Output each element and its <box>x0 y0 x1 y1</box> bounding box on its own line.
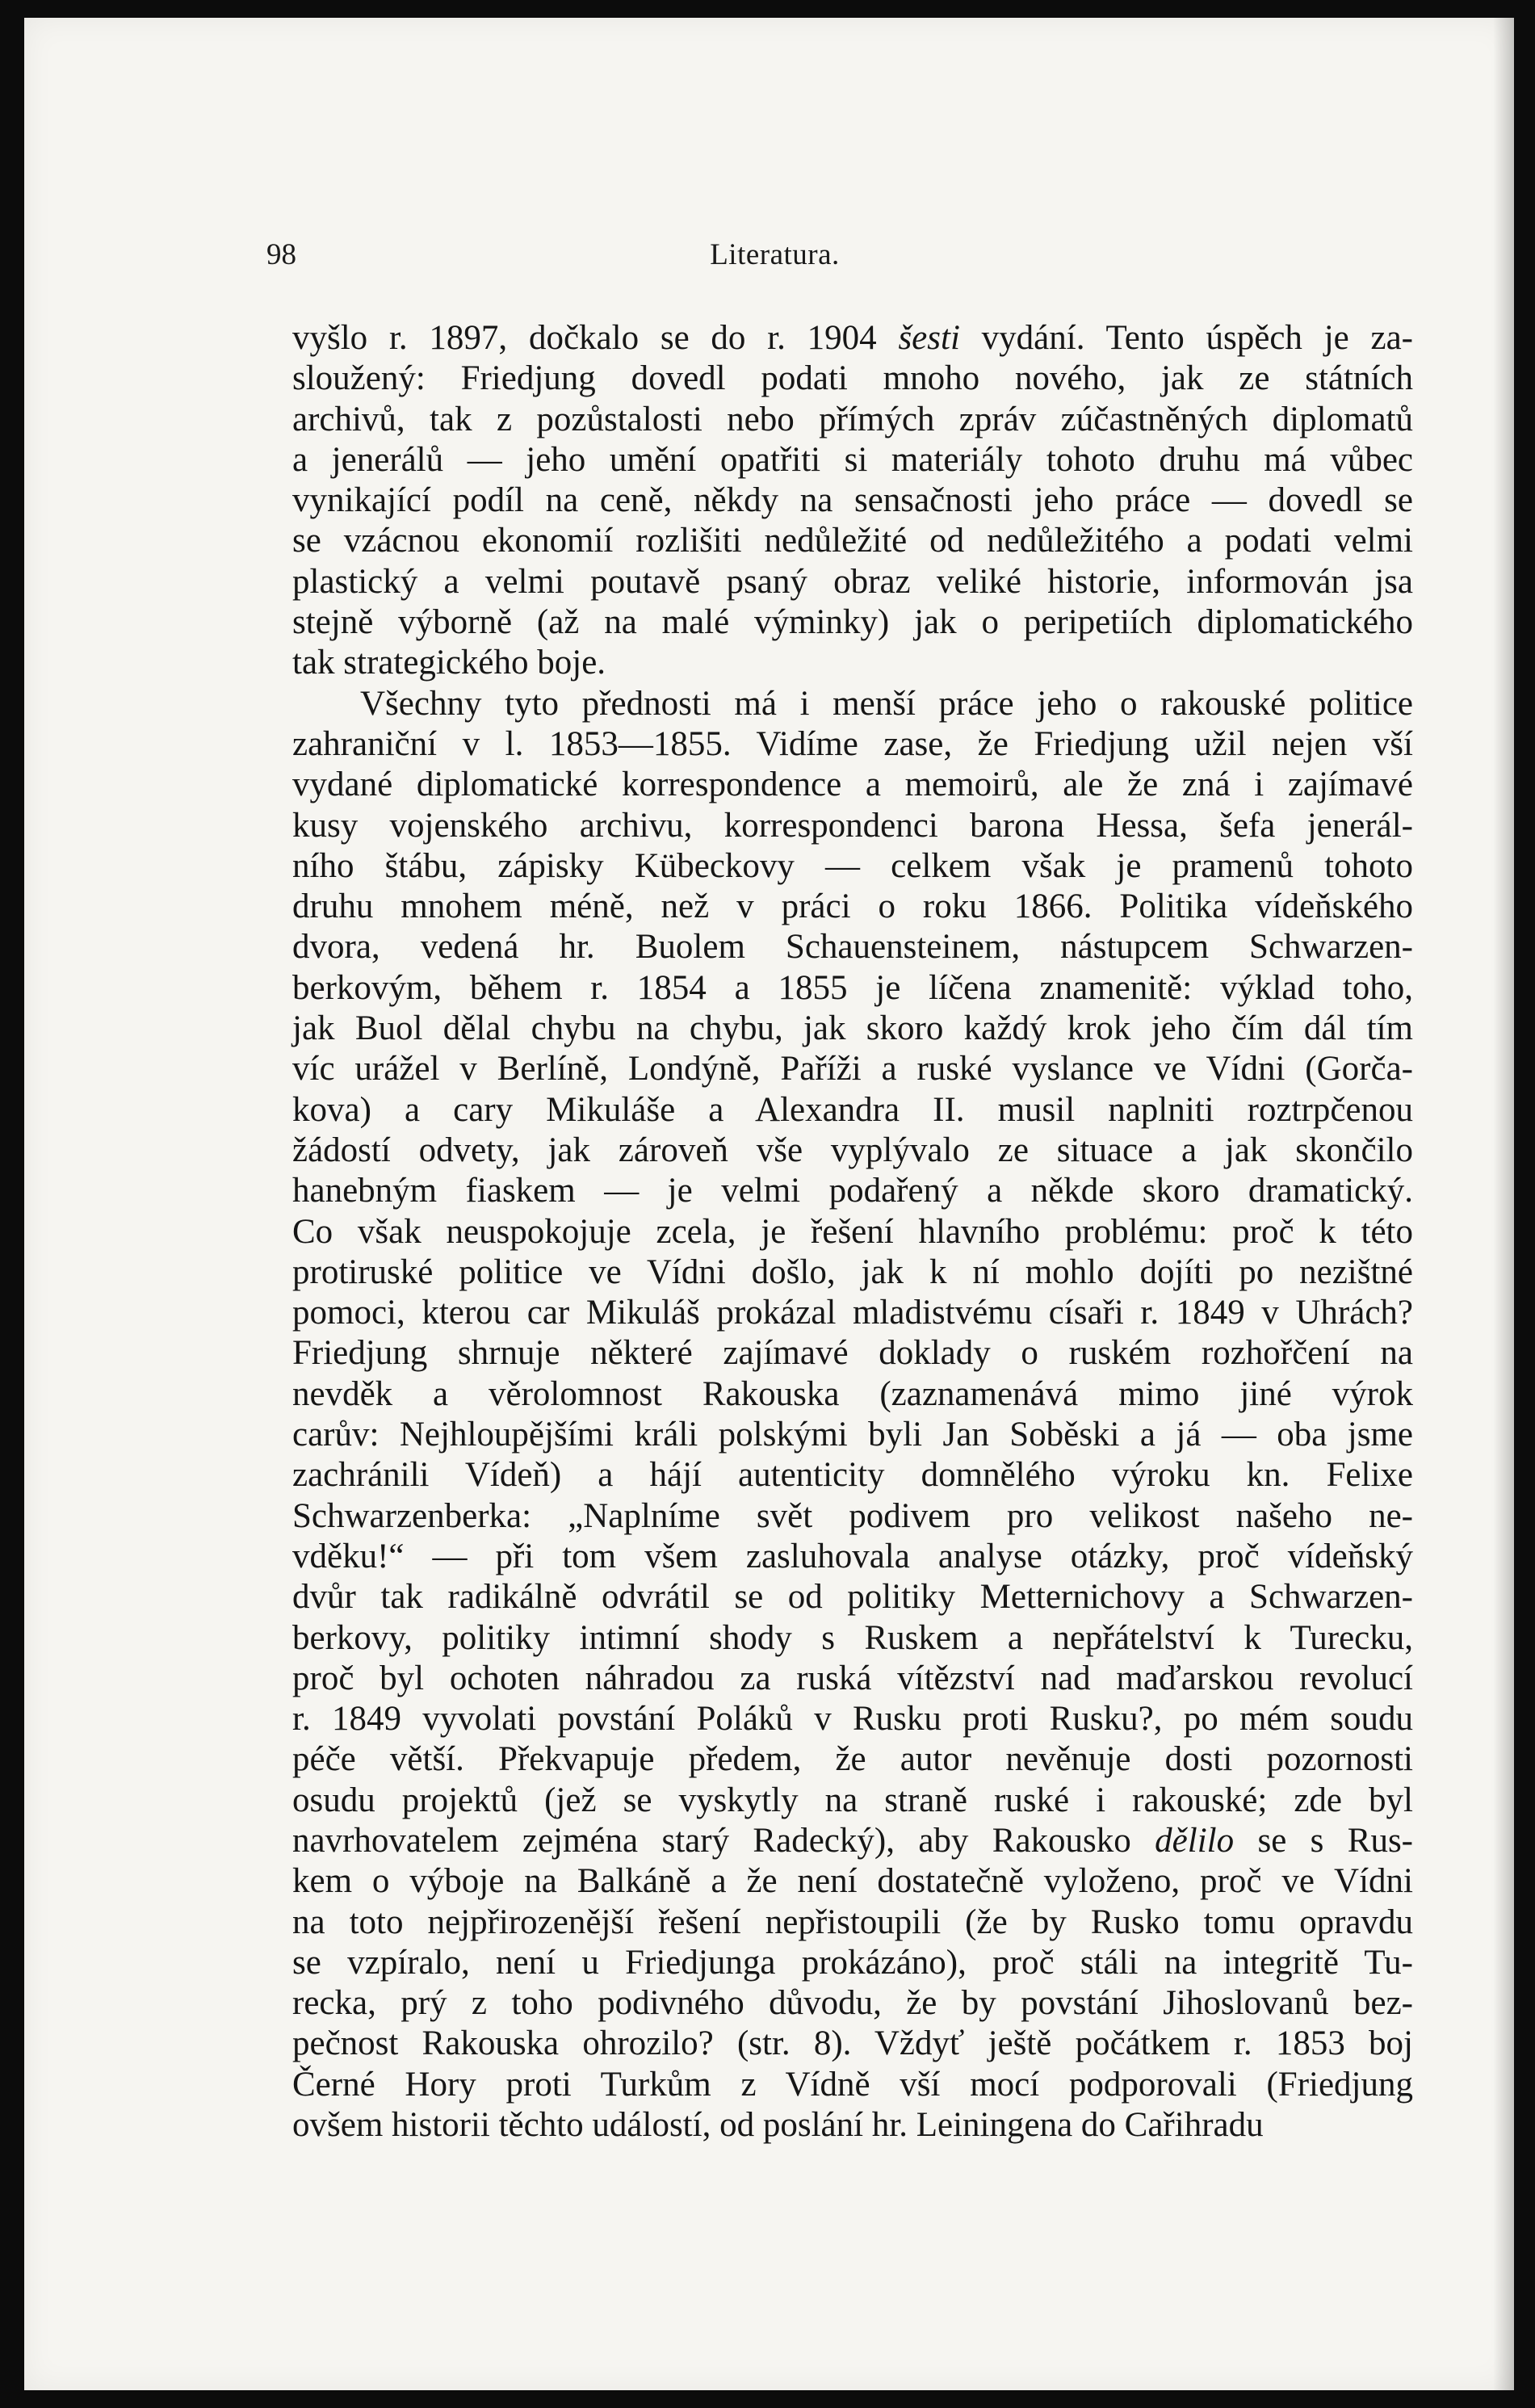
text-line <box>292 1293 1413 1333</box>
text-run: se vzácnou ekonomií rozlišiti nedůležité od nedůležitého a podati velmi <box>292 522 1413 560</box>
text-run: vděku!“ — při tom všem zasluhovala analyse otázky, proč vídeňský <box>292 1537 1413 1575</box>
text-line <box>292 968 1413 1009</box>
text-run: se vzpíralo, není u Friedjunga prokázáno), proč stáli na integritě Tu- <box>292 1943 1413 1982</box>
text-line <box>292 1333 1413 1374</box>
text-run: na toto nejpřirozenější řešení nepřistoupili (že by Rusko tomu opravdu <box>292 1902 1413 1941</box>
text-run: Friedjung shrnuje některé zajímavé doklady o ruském rozhořčení na <box>292 1334 1413 1373</box>
text-run: sloužený: Friedjung dovedl podati mnoho nového, jak ze státních <box>292 359 1413 398</box>
text-line <box>292 1943 1413 1983</box>
text-line <box>292 1212 1413 1252</box>
text-run: druhu mnohem méně, než v práci o roku 1866. Politika vídeňského <box>292 887 1413 926</box>
text-run: protiruské politice ve Vídni došlo, jak k ní mohlo dojíti po nezištné <box>292 1252 1413 1291</box>
text-run: se s Rus- <box>1234 1821 1413 1860</box>
text-line <box>292 1902 1413 1943</box>
text-run: plastický a velmi poutavě psaný obraz veliké historie, informován jsa <box>292 562 1413 601</box>
text-run: osudu projektů (jež se vyskytly na straně ruské i rakouské; zde byl <box>292 1781 1413 1819</box>
text-run: berkovy, politiky intimní shody s Ruskem a nepřátelství k Turecku, <box>292 1618 1413 1657</box>
text-line <box>292 359 1413 399</box>
text-line <box>292 927 1413 967</box>
text-line <box>292 1496 1413 1537</box>
text-line <box>292 846 1413 887</box>
text-line <box>292 1537 1413 1577</box>
text-run: hanebným fiaskem — je velmi podařený a někde skoro dramatický. <box>292 1172 1413 1210</box>
text-run: pomoci, kterou car Mikuláš prokázal mladistvému císaři r. 1849 v Uhrách? <box>292 1294 1413 1332</box>
text-line <box>292 765 1413 805</box>
text-line <box>292 1618 1413 1659</box>
text-run: pečnost Rakouska ohrozilo? (str. 8). Vždyť ještě počátkem r. 1853 boj <box>292 2024 1413 2063</box>
text-run: archivů, tak z pozůstalosti nebo přímých zpráv zúčastněných diplomatů <box>292 400 1413 438</box>
text-run: žádostí odvety, jak zároveň vše vyplývalo ze situace a jak skončilo <box>292 1131 1413 1169</box>
page-number: 98 <box>266 238 296 271</box>
text-line <box>292 643 1413 683</box>
text-run: r. 1849 vyvolati povstání Poláků v Rusku proti Rusku?, po mém soudu <box>292 1700 1413 1739</box>
text-line <box>292 1171 1413 1211</box>
text-line <box>292 400 1413 440</box>
text-run: dvůr tak radikálně odvrátil se od politiky Metternichovy a Schwarzen- <box>292 1578 1413 1617</box>
text-run: stejně výborně (až na malé výminky) jak o peripetiích diplomatického <box>292 603 1413 642</box>
text-run: ovšem historii těchto událostí, od poslání hr. Leiningena do Cařihradu <box>292 2106 1264 2145</box>
text-line <box>292 1252 1413 1293</box>
text-run: vynikající podíl na ceně, někdy na sensačnosti jeho práce — dovedl se <box>292 481 1413 520</box>
text-run: víc urážel v Berlíně, Londýně, Paříži a ruské vyslance ve Vídni (Gorča- <box>292 1050 1413 1089</box>
text-run: kem o výboje na Balkáně a že není dostatečně vyloženo, proč ve Vídni <box>292 1862 1413 1901</box>
text-line <box>292 1090 1413 1131</box>
text-line <box>292 521 1413 561</box>
text-line <box>292 440 1413 480</box>
text-line <box>292 2065 1413 2105</box>
book-page <box>24 18 1514 2390</box>
text-line <box>292 1983 1413 2024</box>
italic-text: šesti <box>898 319 960 357</box>
text-run: dvora, vedená hr. Buolem Schauensteinem, nástupcem Schwarzen- <box>292 928 1413 967</box>
text-line <box>292 2105 1413 2146</box>
text-run: navrhovatelem zejména starý Radecký), aby Rakousko <box>292 1821 1155 1860</box>
text-run: vydání. Tento úspěch je za- <box>959 319 1413 357</box>
text-line <box>292 602 1413 643</box>
text-line <box>292 1131 1413 1171</box>
text-line <box>292 1699 1413 1739</box>
text-run: zachránili Vídeň) a hájí autenticity domnělého výroku kn. Felixe <box>292 1456 1413 1495</box>
text-line <box>292 1455 1413 1496</box>
text-line <box>292 1739 1413 1780</box>
text-run: kusy vojenského archivu, korrespondenci barona Hessa, šefa jenerál- <box>292 806 1413 845</box>
text-line <box>292 1659 1413 1699</box>
text-line <box>292 1009 1413 1049</box>
text-line <box>292 806 1413 846</box>
text-line <box>292 1415 1413 1455</box>
text-line <box>292 1577 1413 1617</box>
text-line <box>292 562 1413 602</box>
text-line <box>292 887 1413 927</box>
running-head: Literatura. <box>710 238 840 271</box>
text-line <box>292 2024 1413 2064</box>
text-run: Všechny tyto přednosti má i menší práce jeho o rakouské politice <box>360 684 1413 723</box>
text-line <box>292 1821 1413 1861</box>
text-line <box>292 1374 1413 1415</box>
text-line <box>292 684 1413 724</box>
text-run: Černé Hory proti Turkům z Vídně vší mocí podporovali (Friedjung <box>292 2065 1413 2104</box>
italic-text: dělilo <box>1155 1821 1235 1860</box>
text-line <box>292 724 1413 765</box>
page-header <box>24 237 1514 278</box>
paragraph-1 <box>292 318 1413 684</box>
text-run: ního štábu, zápisky Kübeckovy — celkem však je pramenů tohoto <box>292 846 1413 885</box>
text-line <box>292 1861 1413 1902</box>
text-line <box>292 1049 1413 1089</box>
paragraph-2 <box>292 684 1413 2146</box>
text-run: Schwarzenberka: „Naplníme svět podivem pro velikost našeho ne- <box>292 1496 1413 1535</box>
text-line <box>292 318 1413 359</box>
text-run: tak strategického boje. <box>292 644 606 682</box>
text-run: vydané diplomatické korrespondence a memoirů, ale že zná i zajímavé <box>292 766 1413 804</box>
text-run: recka, prý z toho podivného důvodu, že by povstání Jihoslovanů bez- <box>292 1984 1413 2023</box>
text-run: carův: Nejhloupějšími králi polskými byli Jan Soběski a já — oba jsme <box>292 1416 1413 1454</box>
page-edge-shadow <box>1493 18 1514 2390</box>
text-line <box>292 480 1413 521</box>
text-run: péče větší. Překvapuje předem, že autor nevěnuje dosti pozornosti <box>292 1740 1413 1779</box>
text-run: jak Buol dělal chybu na chybu, jak skoro každý krok jeho čím dál tím <box>292 1009 1413 1048</box>
text-run: vyšlo r. 1897, dočkalo se do r. 1904 <box>292 319 899 357</box>
text-run: kova) a cary Mikuláše a Alexandra II. musil naplniti roztrpčenou <box>292 1090 1413 1129</box>
text-run: Co však neuspokojuje zcela, je řešení hlavního problému: proč k této <box>292 1212 1413 1251</box>
text-run: a jenerálů — jeho umění opatřiti si materiály tohoto druhu má vůbec <box>292 440 1413 479</box>
body-text <box>292 318 1413 2146</box>
text-run: nevděk a věrolomnost Rakouska (zaznamenává mimo jiné výrok <box>292 1374 1413 1413</box>
text-run: zahraniční v l. 1853—1855. Vidíme zase, že Friedjung užil nejen vší <box>292 724 1413 763</box>
text-run: berkovým, během r. 1854 a 1855 je líčena znamenitě: výklad toho, <box>292 968 1413 1007</box>
text-run: proč byl ochoten náhradou za ruská vítězství nad maďarskou revolucí <box>292 1659 1413 1697</box>
text-line <box>292 1781 1413 1821</box>
